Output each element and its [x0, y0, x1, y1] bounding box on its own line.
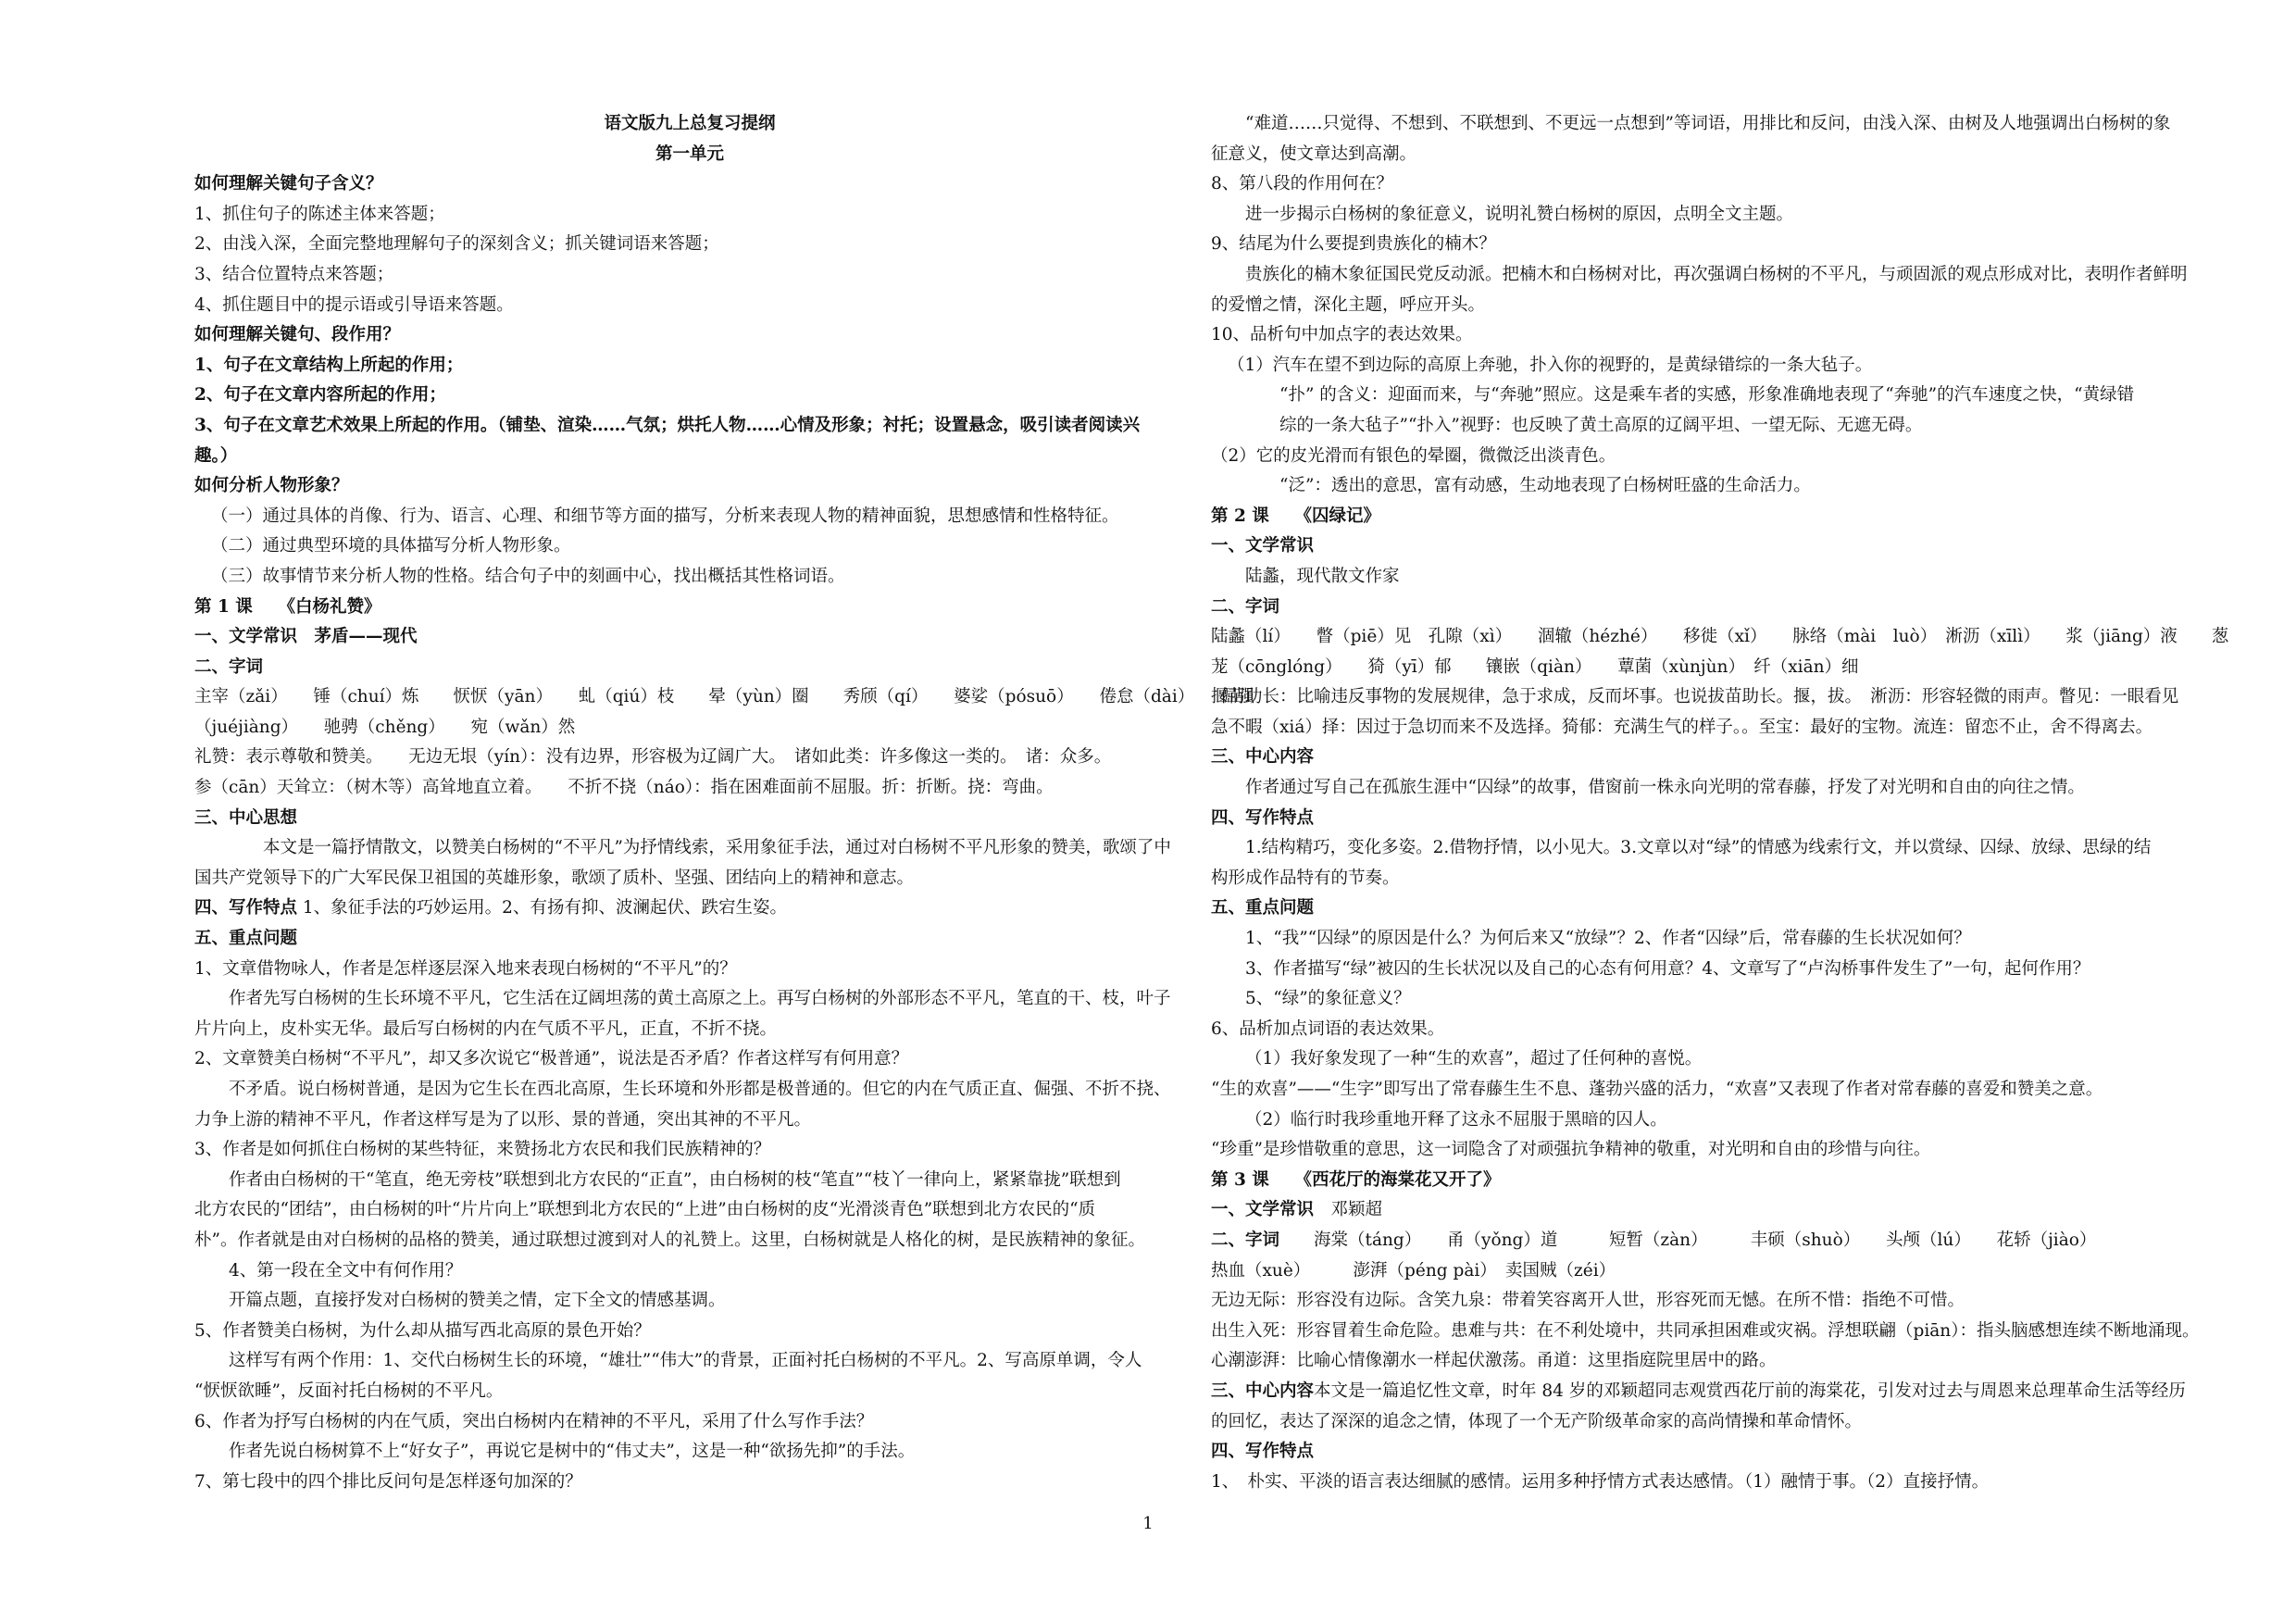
- text-line: 国共产党领导下的广大军民保卫祖国的英雄形象，歌颂了质朴、坚强、团结向上的精神和意志。: [194, 868, 915, 888]
- text-line: 5、作者赞美白杨树，为什么却从描写西北高原的景色开始？: [194, 1320, 651, 1341]
- text-line: 5、“绿”的象征意义？: [1245, 989, 1411, 1009]
- text-line: 无边无际：形容没有边际。含笑九泉：带着笑容离开人世，形容死而无憾。在所不惜：指绝不可惜。: [1211, 1291, 1965, 1311]
- text-line: 作者通过写自己在孤旅生涯中“囚绿”的故事，借窗前一株永向光明的常春藤，抒发了对光明和自由的向往之情。: [1245, 778, 2085, 798]
- text-line: （juéjiàng） 驰骋（chěng） 宛（wǎn）然: [194, 717, 576, 737]
- text-line: 7、第七段中的四个排比反问句是怎样逐句加深的？: [194, 1471, 582, 1492]
- text-line: 3、结合位置特点来答题；: [194, 264, 394, 284]
- text-line: [194, 893, 1185, 924]
- text-line: 4、抓住题目中的提示语或引导语来答题。: [194, 294, 514, 315]
- text-line: 一、文学常识: [1211, 536, 1315, 556]
- text-line: （三）故事情节来分析人物的性格。结合句子中的刻画中心，找出概括其性格词语。: [211, 566, 845, 586]
- text-line: 1、抓住句子的陈述主体来答题；: [194, 204, 445, 224]
- text-line: 1、 朴实、平淡的语言表达细腻的感情。运用多种抒情方式表达感情。（1）融情于事。（2）直接抒情。: [1211, 1471, 1990, 1492]
- text-line: [1211, 1226, 2192, 1256]
- text-line: 礼赞：表示尊敬和赞美。 无边无垠（yín）：没有边界，形容极为辽阔广大。 诸如此类：许多像这一类的。 诸：众多。: [194, 747, 1112, 768]
- text-line: 第 2 课 《囚绿记》: [1211, 506, 1381, 526]
- text-line: 征意义，使文章达到高潮。: [1211, 144, 1417, 164]
- text-line: 参（cān）天耸立：（树木等）高耸地直立着。 不折不挠（náo）：指在困难面前不屈服。折：折断。挠：弯曲。: [194, 778, 1054, 798]
- text-line: 力争上游的精神不平凡，作者这样写是为了以形、景的普通，突出其神的不平凡。: [194, 1109, 812, 1130]
- text-line: 如何理解关键句、段作用？: [194, 325, 401, 345]
- text-line: “难道……只觉得、不想到、不联想到、不更远一点想到”等词语，用排比和反问，由浅入深、由树及人地强调出白杨树的象: [1245, 114, 2171, 133]
- text-line: 1、“我”“囚绿”的原因是什么？为何后来又“放绿”？2、作者“囚绿”后，常春藤的生长状况如何？: [1245, 929, 1971, 949]
- text-line: 第 3 课 《西花厅的海棠花又开了》: [1211, 1169, 1501, 1190]
- text-line: 陆蠡（lí） 瞥（piē）见 孔隙（xì） 涸辙（hézhé） 移徙（xǐ） 脉络（mài luò） 淅沥（xīlì） 浆（jiāng）液 葱: [1211, 627, 2229, 647]
- section-label: 四、写作特点: [194, 898, 298, 918]
- text-line: “泛”：透出的意思，富有动感，生动地表现了白杨树旺盛的生命活力。: [1279, 476, 1811, 496]
- text-line: “恹恹欲睡”，反面衬托白杨树的不平凡。: [194, 1380, 504, 1401]
- section-label: 一、文学常识: [1211, 1200, 1315, 1220]
- text-line: （1）我好象发现了一种“生的欢喜”，超过了任何种的喜悦。: [1245, 1049, 1703, 1069]
- text-line: 2、句子在文章内容所起的作用；: [194, 385, 446, 406]
- text-line: 作者先说白杨树算不上“好女子”，再说它是树中的“伟丈夫”，这是一种“欲扬先抑”的手法。: [229, 1442, 916, 1462]
- text-line: 揠苗助长：比喻违反事物的发展规律，急于求成，反而坏事。也说拔苗助长。揠，拔。 淅沥：形容轻微的雨声。瞥见：一眼看见: [1211, 687, 2179, 707]
- text-line: 四、写作特点: [1211, 807, 1315, 828]
- text-line: （一）通过具体的肖像、行为、语言、心理、和细节等方面的描写，分析来表现人物的精神面貌，思想感情和性格特征。: [211, 506, 1119, 526]
- section-text: 本文是一篇追忆性文章，时年 84 岁的邓颖超同志观赏西花厅前的海棠花，引发对过去与周恩来总理革命生活等经历: [1314, 1380, 2186, 1401]
- text-line: 3、句子在文章艺术效果上所起的作用。（铺垫、渲染……气氛；烘托人物……心情及形象；衬托；设置悬念，吸引读者阅读兴: [194, 415, 1141, 435]
- text-line: 一、文学常识 茅盾——现代: [194, 627, 418, 647]
- text-line: 9、结尾为什么要提到贵族化的楠木？: [1211, 234, 1496, 255]
- text-line: 进一步揭示白杨树的象征意义，说明礼赞白杨树的原因，点明全文主题。: [1245, 204, 1794, 224]
- right-column: [1211, 109, 2229, 1497]
- section-label: 二、字词: [1211, 1230, 1280, 1250]
- text-line: “珍重”是珍惜敬重的意思，这一词隐含了对顽强抗争精神的敬重，对光明和自由的珍惜与向往。: [1211, 1140, 1931, 1160]
- text-line: 作者先写白杨树的生长环境不平凡，它生活在辽阔坦荡的黄土高原之上。再写白杨树的外部形态不平凡，笔直的干、枝，叶子: [229, 989, 1171, 1009]
- text-line: （1）汽车在望不到边际的高原上奔驰，扑入你的视野的，是黄绿错综的一条大毡子。: [1228, 355, 1873, 375]
- text-line: 4、第一段在全文中有何作用？: [229, 1260, 463, 1280]
- text-line: 10、品析句中加点字的表达效果。: [1211, 325, 1473, 345]
- text-line: “生的欢喜”——“生字”即写出了常春藤生生不息、蓬勃兴盛的活力，“欢喜”又表现了作者对常春藤的喜爱和赞美之意。: [1211, 1080, 2103, 1099]
- left-column: [194, 109, 1254, 1497]
- text-line: 如何理解关键句子含义？: [194, 174, 383, 194]
- text-line: 3、作者描写“绿”被囚的生长状况以及自己的心态有何用意？4、文章写了“卢沟桥事件发生了”一句，起何作用？: [1245, 958, 2090, 979]
- section-label: 三、中心内容: [1211, 1380, 1315, 1401]
- text-line: 急不暇（xiá）择：因过于急切而来不及选择。猗郁：充满生气的样子。。至宝：最好的宝物。流连：留恋不止，舍不得离去。: [1211, 717, 2153, 737]
- text-line: （2）临行时我珍重地开释了这永不屈服于黑暗的囚人。: [1245, 1109, 1667, 1130]
- text-line: “扑” 的含义：迎面而来，与“奔驰”照应。这是乘车者的实感，形象准确地表现了“奔驰”的汽车速度之快，“黄绿错: [1279, 385, 2135, 406]
- text-line: 的回忆，表达了深深的追念之情，体现了一个无产阶级革命家的高尚情操和革命情怀。: [1211, 1411, 1863, 1431]
- text-line: 茏（cōnglóng） 猗（yī）郁 镶嵌（qiàn） 蕈菌（xùnjùn） 纤（xiān）细: [1211, 656, 1859, 677]
- text-line: （2）它的皮光滑而有银色的晕圈，微微泛出淡青色。: [1211, 445, 1616, 466]
- text-line: 趣。）: [194, 445, 238, 466]
- text-line: 第 1 课 《白杨礼赞》: [194, 596, 381, 617]
- text-line: 片片向上，皮朴实无华。最后写白杨树的内在气质不平凡，正直，不折不挠。: [194, 1018, 778, 1039]
- text-line: 的爱憎之情，深化主题，呼应开头。: [1211, 294, 1486, 315]
- text-line: 1、句子在文章结构上所起的作用；: [194, 355, 464, 375]
- text-line: 五、重点问题: [1211, 898, 1315, 918]
- text-line: 北方农民的“团结”，由白杨树的叶“片片向上”联想到北方农民的“上进”由白杨树的皮“光滑淡青色”联想到北方农民的“质: [194, 1200, 1096, 1220]
- text-line: 6、作者为抒写白杨树的内在气质，突出白杨树内在精神的不平凡，采用了什么写作手法？: [194, 1411, 874, 1431]
- section-text: 1、象征手法的巧妙运用。2、有扬有抑、波澜起伏、跌宕生姿。: [297, 898, 787, 918]
- text-line: 三、中心内容: [1211, 747, 1315, 768]
- text-line: 五、重点问题: [194, 929, 298, 949]
- text-line: 作者由白杨树的干“笔直，绝无旁枝”联想到北方农民的“正直”，由白杨树的枝“笔直”“枝丫一律向上，紧紧靠拢”联想到: [229, 1169, 1121, 1190]
- text-line: 3、作者是如何抓住白杨树的某些特征，来赞扬北方农民和我们民族精神的？: [194, 1140, 771, 1160]
- text-line: 热血（xuè） 澎湃（péng pài） 卖国贼（zéi）: [1211, 1260, 1616, 1280]
- text-line: 如何分析人物形象？: [194, 476, 349, 496]
- text-line: 1、文章借物咏人，作者是怎样逐层深入地来表现白杨树的“不平凡”的？: [194, 958, 737, 979]
- text-line: 三、中心思想: [194, 807, 298, 828]
- text-line: [1211, 1377, 2192, 1407]
- text-line: 二、字词: [194, 656, 264, 677]
- text-line: （二）通过典型环境的具体描写分析人物形象。: [211, 536, 571, 556]
- text-line: 四、写作特点: [1211, 1442, 1315, 1462]
- text-line: [1211, 1195, 2192, 1226]
- text-line: 2、由浅入深，全面完整地理解句子的深刻含义；抓关键词语来答题；: [194, 234, 719, 255]
- text-line: 朴”。作者就是由对白杨树的品格的赞美，通过联想过渡到对人的礼赞上。这里，白杨树就是人格化的树，是民族精神的象征。: [194, 1230, 1145, 1250]
- page-number: 1: [1142, 1514, 1154, 1533]
- section-text: 海棠（táng） 甬（yǒng）道 短暂（zàn） 丰硕（shuò） 头颅（lú） 花轿（jiào）: [1279, 1230, 2097, 1250]
- text-line: 构形成作品特有的节奏。: [1211, 868, 1400, 888]
- text-line: 心潮澎湃：比喻心情像潮水一样起伏激荡。甬道：这里指庭院里居中的路。: [1211, 1351, 1777, 1371]
- text-line: 语文版九上总复习提纲: [604, 114, 776, 133]
- text-line: 本文是一篇抒情散文，以赞美白杨树的“不平凡”为抒情线索，采用象征手法，通过对白杨树不平凡形象的赞美，歌颂了中: [263, 838, 1171, 858]
- text-line: 主宰（zǎi） 锤（chuí）炼 恹恹（yān） 虬（qiú）枝 晕（yùn）圈 秀颀（qí） 婆娑（pósuō） 倦怠（dài） 倔强: [194, 687, 1254, 707]
- text-line: 开篇点题，直接抒发对白杨树的赞美之情，定下全文的情感基调。: [229, 1291, 726, 1311]
- text-line: 1.结构精巧，变化多姿。2.借物抒情，以小见大。3.文章以对“绿”的情感为线索行文，并以赏绿、囚绿、放绿、思绿的结: [1245, 838, 2152, 858]
- text-line: 贵族化的楠木象征国民党反动派。把楠木和白杨树对比，再次强调白杨树的不平凡，与顽固派的观点形成对比，表明作者鲜明: [1245, 264, 2188, 284]
- text-line: 陆蠡，现代散文作家: [1245, 566, 1400, 586]
- text-line: 综的一条大毡子”“扑入”视野：也反映了黄土高原的辽阔平坦、一望无际、无遮无碍。: [1279, 415, 1923, 435]
- text-line: 出生入死：形容冒着生命危险。患难与共：在不利处境中，共同承担困难或灾祸。浮想联翩（piān）：指头脑感想连续不断地涌现。: [1211, 1320, 2200, 1341]
- text-line: 二、字词: [1211, 596, 1280, 617]
- text-line: 第一单元: [655, 144, 724, 164]
- text-line: 2、文章赞美白杨树“不平凡”，却又多次说它“极普通”，说法是否矛盾？作者这样写有何用意？: [194, 1049, 909, 1069]
- text-line: 6、品析加点词语的表达效果。: [1211, 1018, 1445, 1039]
- section-text: 邓颖超: [1314, 1200, 1383, 1220]
- text-line: 这样写有两个作用：1、交代白杨树生长的环境，“雄壮”“伟大”的背景，正面衬托白杨树的不平凡。2、写高原单调，令人: [229, 1351, 1142, 1371]
- text-line: 不矛盾。说白杨树普通，是因为它生长在西北高原，生长环境和外形都是极普通的。但它的内在气质正直、倔强、不折不挠、: [229, 1080, 1171, 1099]
- text-line: 8、第八段的作用何在？: [1211, 174, 1393, 194]
